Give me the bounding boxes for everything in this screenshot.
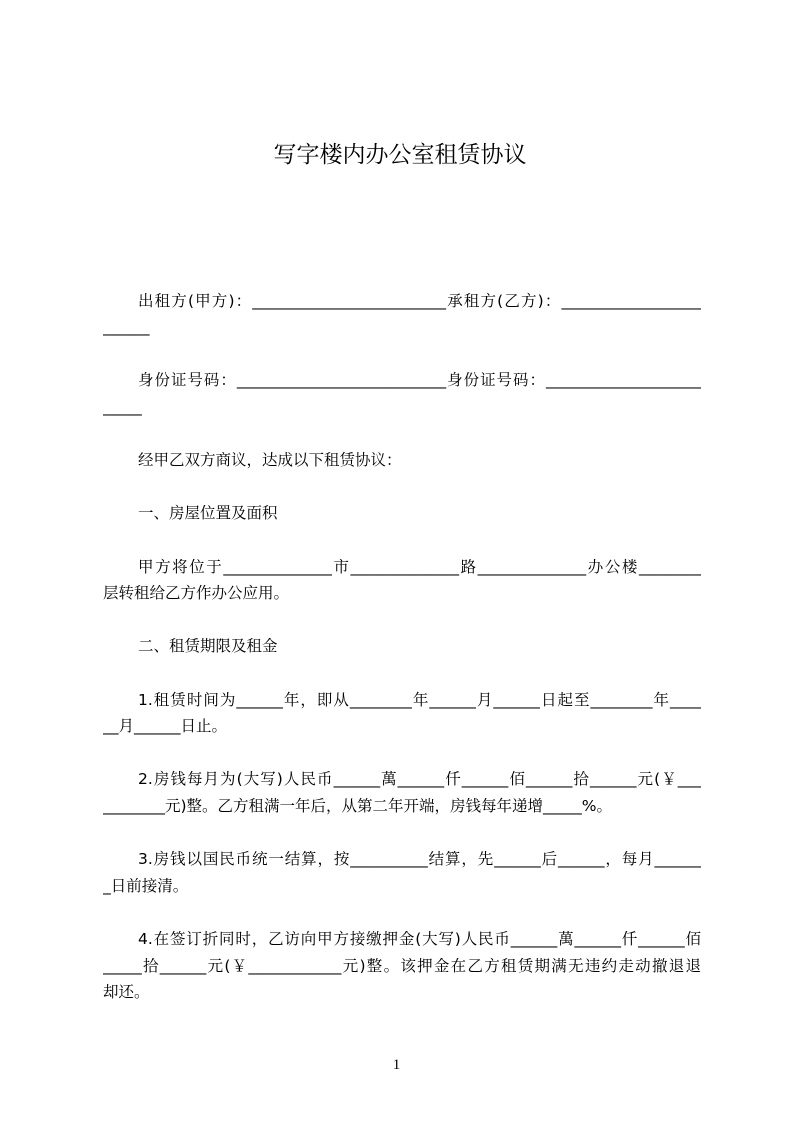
text-line: 却还。 — [103, 983, 150, 1002]
section-heading: 一、房屋位置及面积 — [138, 504, 278, 523]
clause-4-deposit — [103, 926, 701, 1006]
text-line: 身份证号码：___________________________身份证号码：____________________ — [138, 371, 701, 390]
text-line: 层转租给乙方作办公应用。 — [103, 584, 290, 603]
paragraph-preamble — [103, 447, 701, 474]
paragraph-location — [103, 554, 701, 607]
document-body — [103, 288, 701, 1033]
text-line: 2.房钱每月为(大写)人民币______萬______仟______佰______拾______元(￥___ — [138, 770, 701, 789]
text-line: 出租方(甲方)：_________________________承租方(乙方)：__________________ — [138, 291, 701, 310]
text-line: 3.房钱以国民币统一结算，按__________结算，先______后______，每月______ — [138, 850, 701, 869]
clause-1-lease-term — [103, 687, 701, 740]
section-heading: 二、租赁期限及租金 — [138, 637, 278, 656]
text-line: ______ — [103, 318, 150, 337]
document-title: 写字楼内办公室租赁协议 — [273, 142, 527, 168]
text-line: 4.在签订折同时，乙访向甲方接缴押金(大写)人民币______萬______仟______佰 — [138, 929, 701, 948]
text-line: 经甲乙双方商议，达成以下租赁协议： — [138, 451, 402, 470]
paragraph-parties — [103, 288, 701, 341]
clause-3-settlement — [103, 846, 701, 899]
text-line: ________元)整。乙方租满一年后，从第二年开端，房钱每年递增_____%。 — [103, 796, 613, 815]
section-heading-location — [103, 500, 701, 527]
text-line: _日前接清。 — [103, 876, 189, 895]
text-line: _____拾______元(￥____________元)整。该押金在乙方租赁期满无违约走动撤退退 — [103, 956, 701, 975]
text-line: __月______日止。 — [103, 717, 228, 736]
section-heading-term-rent — [103, 633, 701, 660]
text-line: _____ — [103, 398, 142, 417]
paragraph-id-numbers — [103, 367, 701, 420]
page-number: 1 — [392, 1057, 401, 1073]
clause-2-monthly-rent — [103, 766, 701, 819]
text-line: 甲方将位于______________市______________路______________办公楼________ — [138, 557, 701, 576]
text-line: 1.租赁时间为______年，即从________年______月______日起至________年____ — [138, 690, 701, 709]
